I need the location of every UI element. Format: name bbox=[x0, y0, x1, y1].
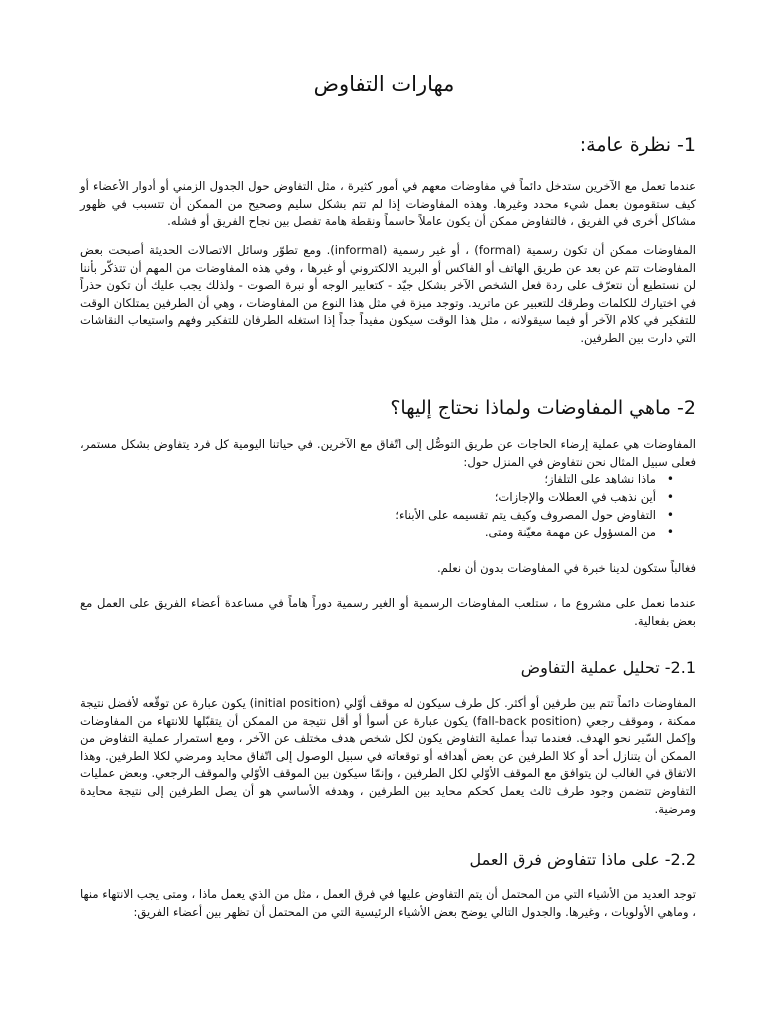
section-1-paragraph-1: عندما تعمل مع الآخرين ستدخل دائماً في مفاوضات معهم في أمور كثيرة ، مثل التفاوض حول الجدول الزمني أو أدوار الأعضاء أو كيف ستقومون بعمل شيء محدد وغيرها. وهذه المفاوضات إذا لم تتم بشكل سليم وصحيح من الممكن أن تتسبب في ظهور مشاكل أخرى في الفريق ، فالتفاوض ممكن أن يكون عاملاً حاسماً ونقطة هامة تفصل بين نجاح الفريق أو فشله. bbox=[80, 179, 696, 229]
section-2-heading: 2- ماهي المفاوضات ولماذا نحتاج إليها؟ bbox=[390, 397, 696, 419]
section-2-2-paragraph: توجد العديد من الأشياء التي من المحتمل أن يتم التفاوض عليها في فرق العمل ، مثل من الذي يعمل ماذا ، ومتى يجب الانتهاء منها ، وماهي الأولويات ، وغيرها. والجدول التالي يوضح بعض الأشياء الرئيسية التي من المحتمل أن تظهر بين أعضاء الفريق: bbox=[80, 887, 696, 919]
section-2-1-heading: 2.1- تحليل عملية التفاوض bbox=[520, 658, 696, 677]
section-2-paragraph-2: فغالباً ستكون لدينا خبرة في المفاوضات بدون أن نعلم. bbox=[436, 561, 696, 575]
list-item: • ماذا نشاهد على التلفاز؛ bbox=[300, 471, 656, 489]
household-negotiation-list bbox=[300, 471, 672, 542]
list-item: • التفاوض حول المصروف وكيف يتم تقسيمه على الأبناء؛ bbox=[300, 507, 656, 525]
document-title: مهارات التفاوض bbox=[313, 72, 455, 96]
list-item: • من المسؤول عن مهمة معيّنة ومتى. bbox=[300, 524, 656, 542]
section-1-heading: 1- نظرة عامة: bbox=[579, 134, 696, 156]
section-1-paragraph-2: المفاوضات ممكن أن تكون رسمية (formal) ، أو غير رسمية (informal). ومع تطوّر وسائل الاتصالات الحديثة أصبحت بعض المفاوضات تتم عن بعد عن طريق الهاتف أو الفاكس أو البريد الالكتروني أو غيرها ، وفي هذه المفاوضات من المهم أن تتذكّر بأننا لن نستطيع أن نتعرّف على ردة فعل الشخص الآخر بشكل جيّد - كتعابير الوجه أو نبرة الصوت - ولذلك يجب عليك أن تكون حذراً في اختيارك للكلمات وطرقك للتعبير عن ماتريد. وتوجد ميزة في مثل هذا النوع من المفاوضات ، وهي أن الطرفين يمتلكان الوقت للتفكير في كلام الآخر أو فيما سيقولانه ، مثل هذا الوقت سيكون مفيداً جداً إذا استغله الطرفان للتفكير وفهم واستيعاب النقاشات التي دارت بين الطرفين. bbox=[80, 243, 696, 345]
section-2-2-heading: 2.2- على ماذا تتفاوض فرق العمل bbox=[469, 850, 696, 869]
section-2-1-paragraph: المفاوضات دائماً تتم بين طرفين أو أكثر. كل طرف سيكون له موقف أوّلي (initial position) يكون عبارة عن توقّعه لأفضل نتيجة ممكنة ، وموقف رجعي (fall-back position) يكون عبارة عن أسوأ أو أقل نتيجة من الممكن أن يتقبّلها للانتهاء من المفاوضات وإكمل السّير نحو الهدف. فعندما تبدأ عملية التفاوض يكون لكل شخص هدف مختلف عن الآخر ، ومع استمرار عملية التفاوض من الممكن أن يتنازل أحد أو كلا الطرفين عن بعض أهدافه أو توقعاته في سبيل الوصول إلى اتّفاق محايد ومرضي لكلا الطرفين. وهذا الاتفاق في الغالب لن يتوافق مع الموقف الأوّلي لكل الطرفين ، وإنمّا سيكون بين الموقف الأوّلي والموقف الرجعي. وبعض عمليات التفاوض تتضمن وجود طرف ثالث يعمل كحكم محايد بين الطرفين ، وهدفه الأساسي هو أن يصل الطرفين إلى نتيجة محايدة ومرضية. bbox=[80, 696, 696, 816]
list-item: • أين نذهب في العطلات والإجازات؛ bbox=[300, 489, 656, 507]
section-2-paragraph-1: المفاوضات هي عملية إرضاء الحاجات عن طريق التوصُّل إلى اتّفاق مع الآخرين. في حياتنا اليومية كل فرد يتفاوض بشكل مستمر، فعلى سبيل المثال نحن نتفاوض في المنزل حول: bbox=[80, 437, 696, 469]
section-2-paragraph-3: عندما نعمل على مشروع ما ، ستلعب المفاوضات الرسمية أو الغير رسمية دوراً هاماً في مساعدة أعضاء الفريق على العمل مع بعض بفعالية. bbox=[80, 596, 696, 628]
